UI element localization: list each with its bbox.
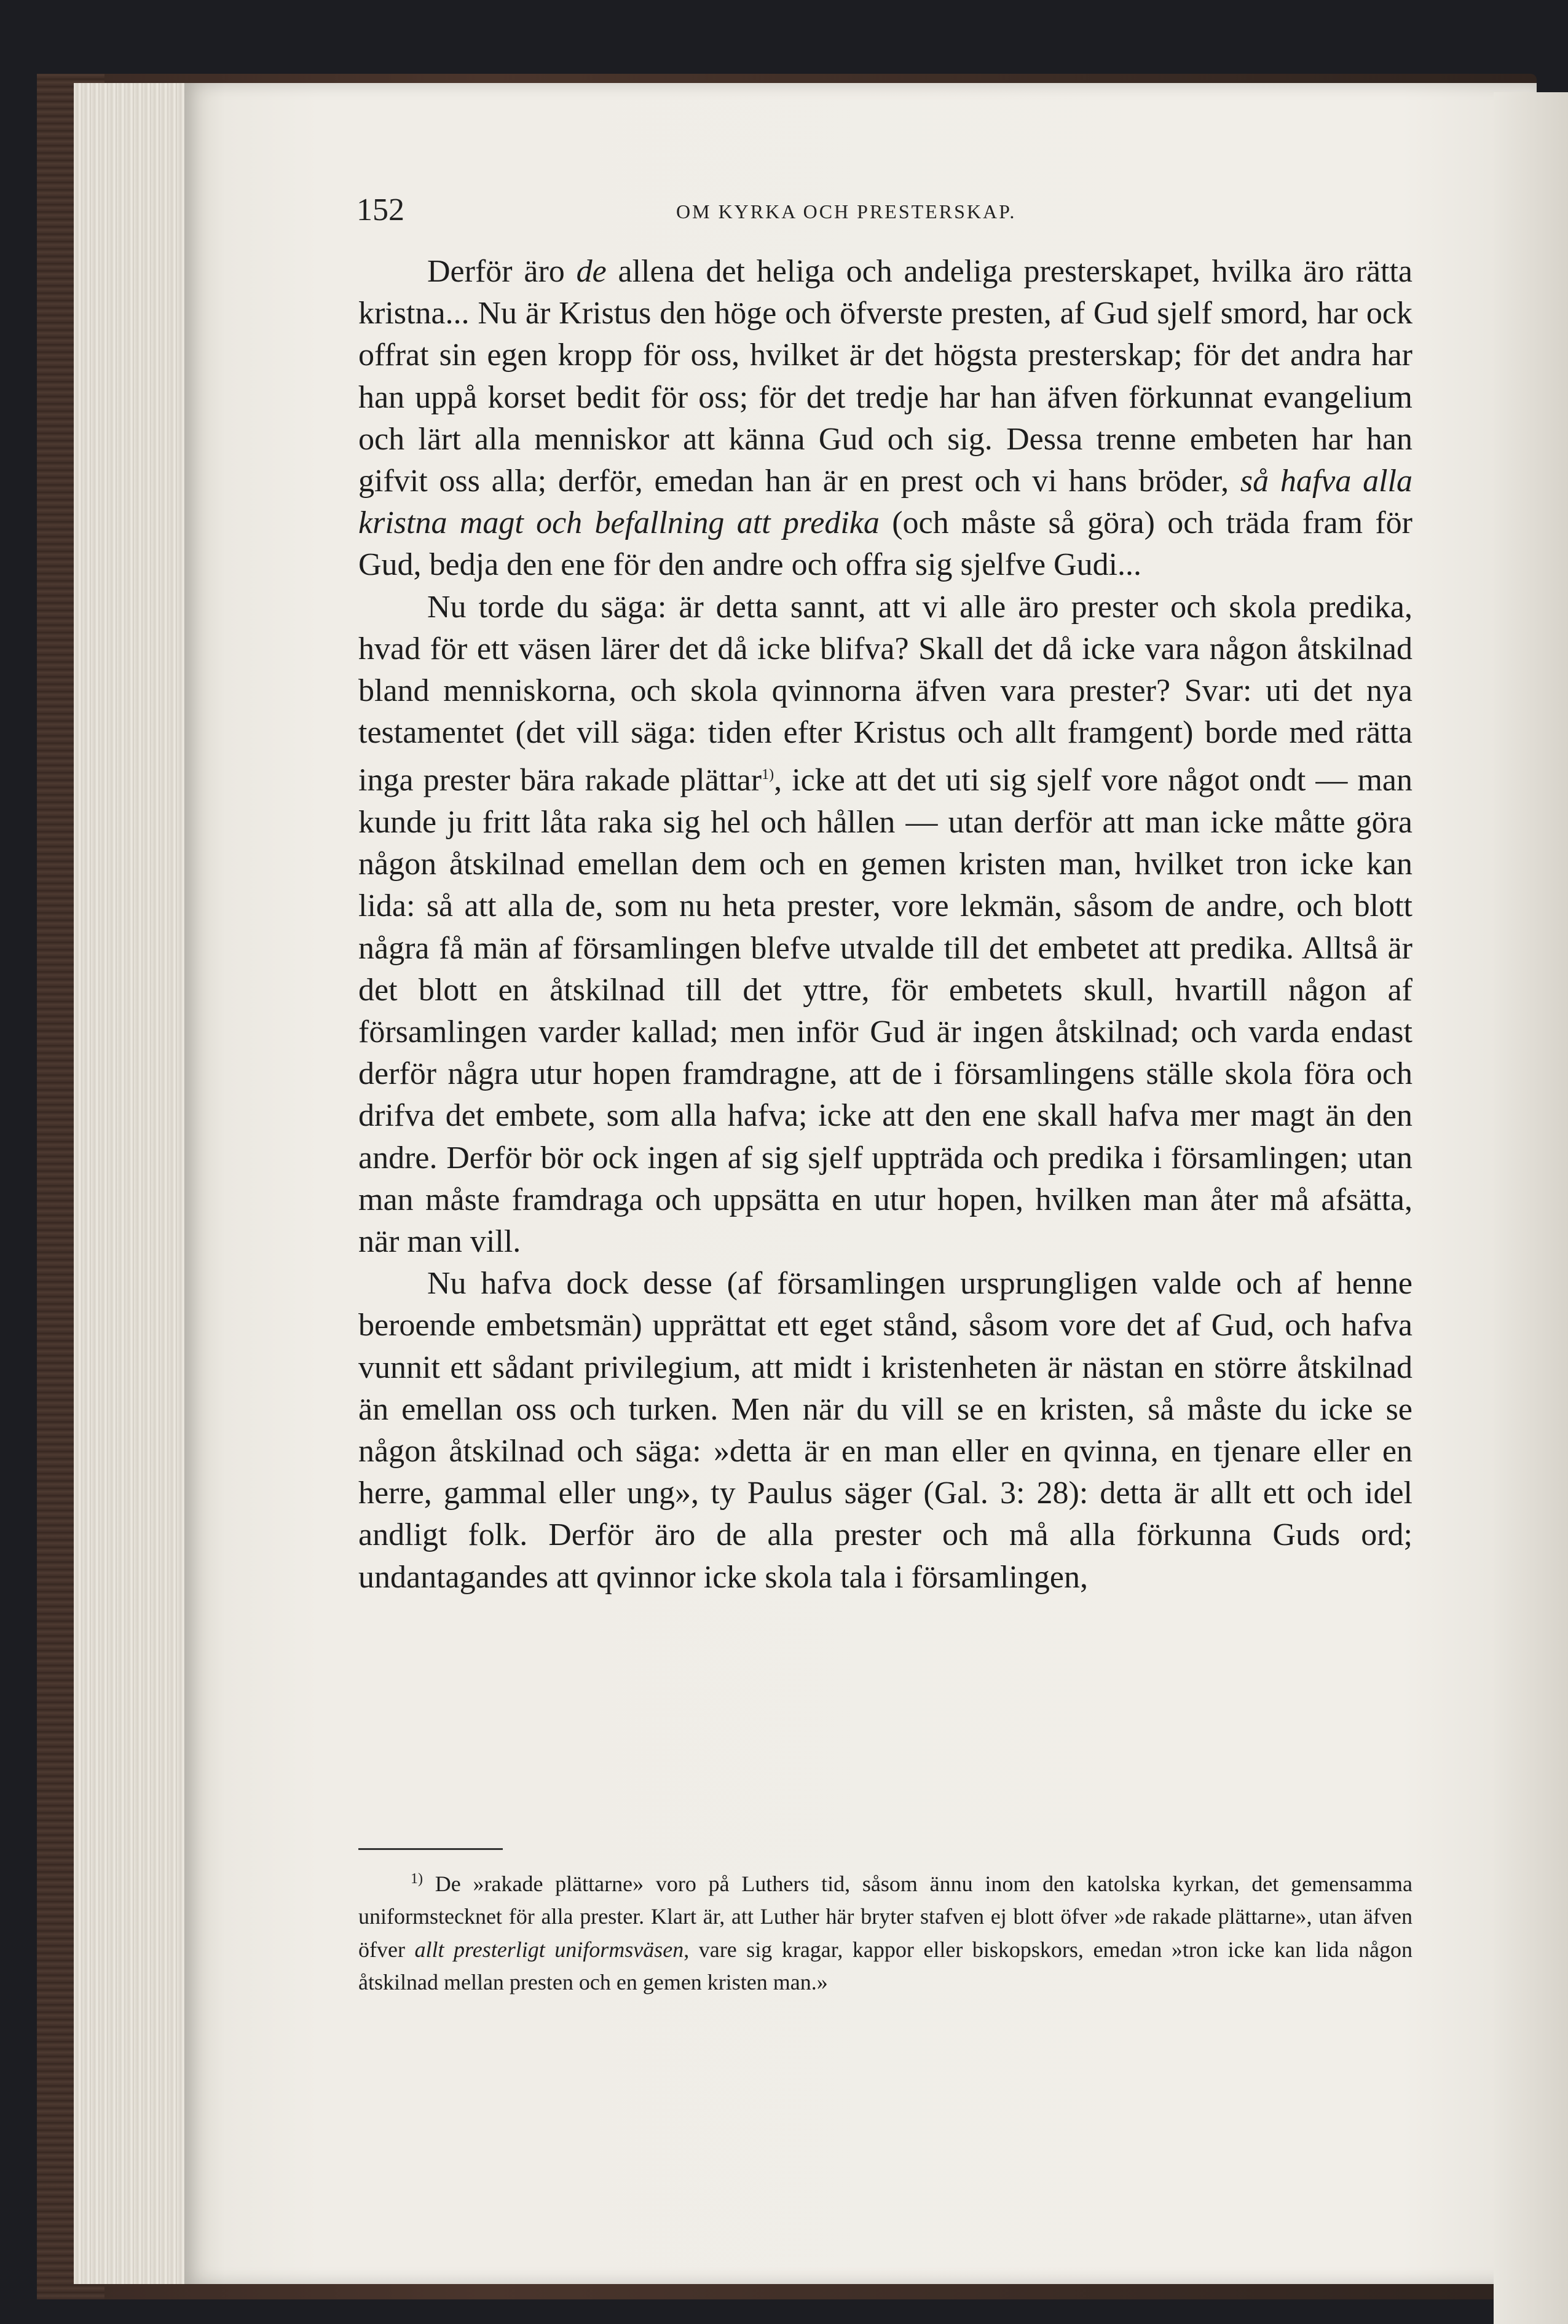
- footnote-mark: 1): [411, 1871, 423, 1887]
- footnotes: [358, 1863, 1412, 1999]
- paragraph-1-text-a: Derför äro: [427, 254, 577, 289]
- paragraph-1-text-b: allena det heliga och andeliga presterskapet, hvilka äro rätta kristna... Nu är Kristus den höge och öfverste presten, af Gud sjelf smord, har ock offrat sin egen kropp för oss, hvilket är det högsta presterskap; för det andra har han uppå korset bedit för oss; för det tredje har han äfven förkunnat evangelium och lärt alla menniskor att känna Gud och sig. Dessa trenne embeten har han gifvit oss alla; derför, emedan han är en prest och vi hans bröder,: [358, 254, 1412, 499]
- footnote-text-b: , vare sig kragar, kappor eller biskopskors, emedan »tron icke kan lida någon åtskilnad mellan presten och en gemen kristen man.»: [358, 1937, 1412, 1995]
- paragraph-1-italic-a: de: [576, 254, 607, 289]
- page-number: 152: [357, 192, 404, 227]
- page-header: [357, 192, 1414, 235]
- running-head: OM KYRKA OCH PRESTERSKAP.: [676, 200, 1017, 223]
- paragraph-2: [358, 587, 1412, 1263]
- paragraph-1: [358, 251, 1412, 587]
- paragraph-2-text-a: Nu torde du säga: är detta sannt, att vi alle äro prester och skola predika, hvad för ett väsen lärer det då icke blifva? Skall det då icke vara någon åtskilnad bland menniskorna, och skola qvinnorna äfven vara prester? Svar: uti det nya testamentet (det vill säga: tiden efter Kristus och allt framgent) borde med rätta inga prester bära rakade plättar: [358, 589, 1412, 798]
- facing-page-edge: [1494, 92, 1568, 2324]
- footnote-1: [358, 1863, 1412, 1999]
- footnote-reference: 1): [762, 767, 774, 783]
- footnote-divider: [358, 1848, 503, 1850]
- footnote-text-a: De »rakade plättarne» voro på Luthers tid, såsom ännu inom den katolska kyrkan, det gemensamma uniformstecknet för alla prester. Klart är, att Luther här bryter stafven ej blott öfver »de rakade plättarne», utan äfven öfver: [358, 1871, 1412, 1962]
- footnote-italic: allt presterligt uniformsväsen: [414, 1937, 684, 1962]
- paragraph-1-text-c: (och måste så göra) och träda fram för Gud, bedja den ene för den andre och offra sig sjelfve Gudi...: [358, 505, 1412, 583]
- paragraph-2-text-b: , icke att det uti sig sjelf vore något ondt — man kunde ju fritt låta raka sig hel och hållen — utan derför att man icke måtte göra någon åtskilnad emellan dem och en gemen kristen man, hvilket tron icke kan lida: så att alla de, som nu heta prester, vore lekmän, såsom de andre, och blott några få män af församlingen blefve utvalde till det embetet att predika. Alltså är det blott en åtskilnad till det yttre, för embetets skull, hvartill någon af församlingen varder kallad; men inför Gud är ingen åtskilnad; och varda endast derför några utur hopen framdragne, att de i församlingens ställe skola föra och drifva det embete, som alla hafva; icke att den ene skall hafva mer magt än den andre. Derför bör ock ingen af sig sjelf uppträda och predika i församlingen; utan man måste framdraga och uppsätta en utur hopen, hvilken man åter må afsätta, när man vill.: [358, 762, 1412, 1259]
- paragraph-3-text: Nu hafva dock desse (af församlingen ursprungligen valde och af henne beroende embetsmän) upprättat ett eget stånd, såsom vore det af Gud, och hafva vunnit ett sådant privilegium, att midt i kristenheten är nästan en större åtskilnad än emellan oss och turken. Men när du vill se en kristen, så måste du icke se någon åtskilnad och säga: »detta är en man eller en qvinna, en tjenare eller en herre, gammal eller ung», ty Paulus säger (Gal. 3: 28): detta är allt ett och idel andligt folk. Derför äro de alla prester och må alla förkunna Guds ord; undantagandes att qvinnor icke skola tala i församlingen,: [358, 1266, 1412, 1595]
- body-text: [358, 251, 1412, 1599]
- paragraph-1-italic-b: så hafva alla kristna magt och befallning att predika: [358, 464, 1412, 541]
- paragraph-3: [358, 1263, 1412, 1599]
